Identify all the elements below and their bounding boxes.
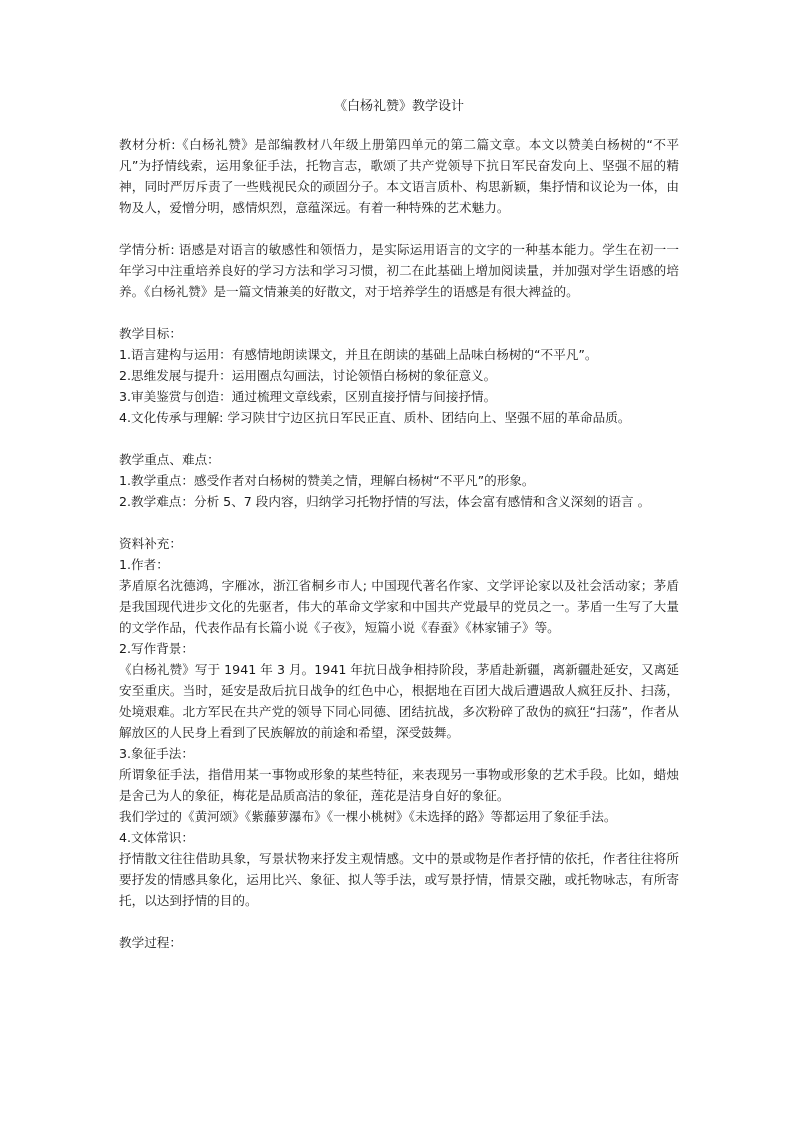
background-paragraph: 《白杨礼赞》写于 1941 年 3 月。1941 年抗日战争相持阶段，茅盾赴新疆，离新疆赴延安，又离延安至重庆。当时，延安是敌后抗日战争的红色中心，根据地在百团大战后遭遇敌人疯狂反扑、扫荡，处境艰难。北方军民在共产党的领导下同心同德、团结抗战，多次粉碎了敌伪的疯狂“扫荡”，作者从解放区的人民身上看到了民族解放的前途和希望，深受鼓舞。 — [119, 662, 679, 740]
author-paragraph: 茅盾原名沈德鸿，字雁冰，浙江省桐乡市人; 中国现代著名作家、文学评论家以及社会活动家；茅盾是我国现代进步文化的先驱者，伟大的革命文学家和中国共产党最早的党员之一。茅盾一生写了大量的文学作品，代表作品有长篇小说《子夜》，短篇小说《春蚕》《林家铺子》等。 — [119, 578, 679, 635]
document-title: 《白杨礼赞》教学设计 — [333, 99, 464, 114]
objective-item: 2.思维发展与提升：运用圈点勾画法，讨论领悟白杨树的象征意义。 — [119, 368, 497, 383]
objectives-heading: 教学目标： — [119, 326, 182, 341]
learner-analysis-section — [119, 239, 679, 302]
symbol-heading: 3.象征手法： — [119, 746, 194, 761]
materials-section — [119, 533, 679, 911]
objective-item: 1.语言建构与运用：有感情地朗读课文，并且在朗读的基础上品味白杨树的“不平凡”。 — [119, 347, 598, 362]
key-points-heading: 教学重点、难点： — [119, 452, 220, 467]
author-heading: 1.作者： — [119, 557, 169, 572]
symbol-examples-paragraph: 我们学过的《黄河颂》《紫藤萝瀑布》《一棵小桃树》《未选择的路》等都运用了象征手法。 — [119, 809, 617, 824]
process-heading: 教学过程： — [119, 935, 182, 950]
genre-heading: 4.文体常识： — [119, 830, 194, 845]
objective-item: 3.审美鉴赏与创造：通过梳理文章线索，区别直接抒情与间接抒情。 — [119, 389, 497, 404]
learner-analysis-paragraph: 学情分析: 语感是对语言的敏感性和领悟力，是实际运用语言的文字的一种基本能力。学生在初一一年学习中注重培养良好的学习方法和学习习惯，初二在此基础上增加阅读量，并加强对学生语感的培养。《白杨礼赞》是一篇文情兼美的好散文，对于培养学生的语感是有很大裨益的。 — [119, 242, 679, 299]
key-points-section — [119, 449, 679, 512]
objective-item: 4.文化传承与理解: 学习陕甘宁边区抗日军民正直、质朴、团结向上、坚强不屈的革命品质。 — [119, 410, 631, 425]
materials-heading: 资料补充： — [119, 536, 182, 551]
key-point-item: 1.教学重点：感受作者对白杨树的赞美之情，理解白杨树“不平凡”的形象。 — [119, 473, 535, 488]
document-page — [119, 96, 679, 953]
background-heading: 2.写作背景： — [119, 641, 194, 656]
textbook-analysis-paragraph: 教材分析:《白杨礼赞》是部编教材八年级上册第四单元的第二篇文章。本文以赞美白杨树的“不平凡”为抒情线索，运用象征手法，托物言志，歌颂了共产党领导下抗日军民奋发向上、坚强不屈的精神，同时严厉斥责了一些贱视民众的顽固分子。本文语言质朴、构思新颖，集抒情和议论为一体，由物及人，爱憎分明，感情炽烈，意蕴深远。有着一种特殊的艺术魅力。 — [119, 137, 679, 215]
objectives-section — [119, 323, 679, 428]
key-point-item: 2.教学难点：分析 5、7 段内容，归纳学习托物抒情的写法，体会富有感情和含义深刻的语言 。 — [119, 494, 651, 509]
symbol-paragraph: 所谓象征手法，指借用某一事物或形象的某些特征，来表现另一事物或形象的艺术手段。比如，蜡烛是舍己为人的象征，梅花是品质高洁的象征，莲花是洁身自好的象征。 — [119, 767, 679, 803]
textbook-analysis-section — [119, 134, 679, 218]
genre-paragraph: 抒情散文往往借助具象，写景状物来抒发主观情感。文中的景或物是作者抒情的依托，作者往往将所要抒发的情感具象化，运用比兴、象征、拟人等手法，或写景抒情，情景交融，或托物咏志，有所寄托，以达到抒情的目的。 — [119, 851, 679, 908]
